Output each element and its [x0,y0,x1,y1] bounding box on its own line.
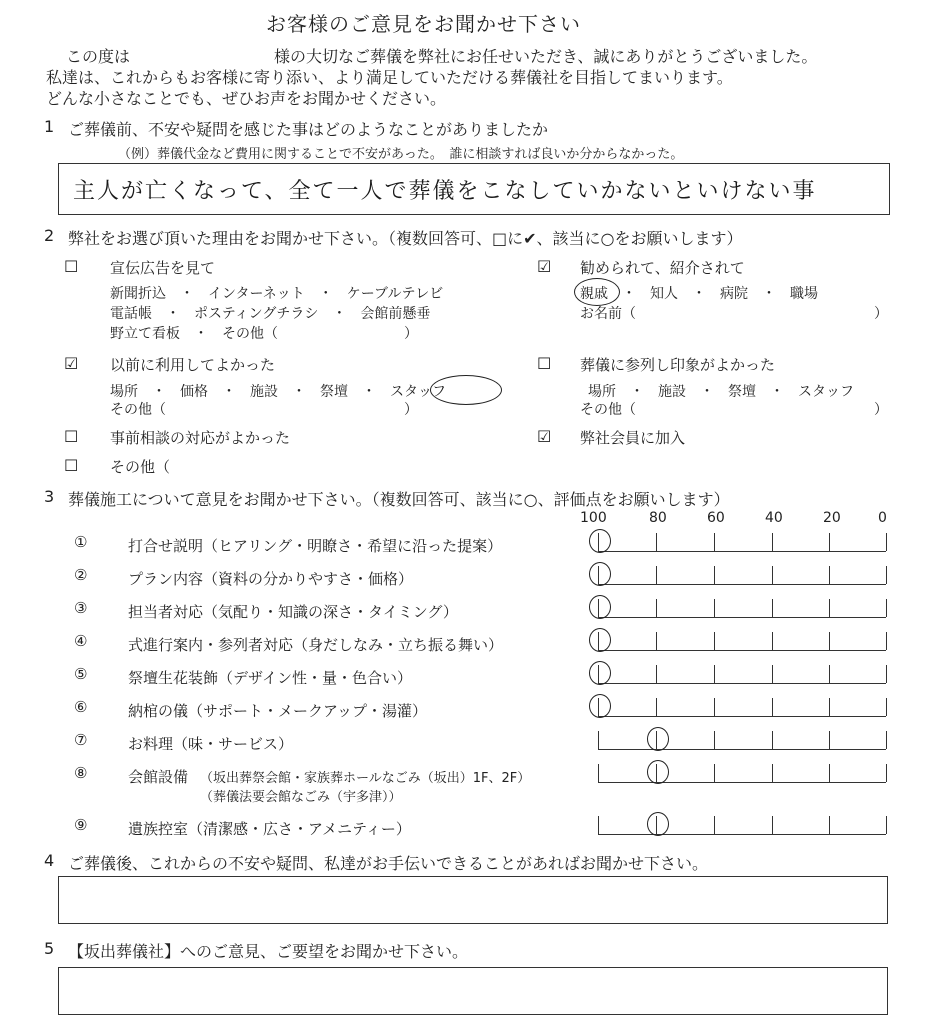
q3-number: 3 [44,487,55,506]
rating-scale-tick[interactable] [656,665,657,683]
rating-scale-tick[interactable] [829,816,830,834]
rating-item-3-number: ③ [74,599,88,617]
rating-item-7-label: お料理（味・サービス） [128,735,294,753]
page-title: お客様のご意見をお聞かせ下さい [266,12,581,36]
rating-item-5-number: ⑤ [74,665,88,683]
q4-answer-box[interactable] [58,876,888,924]
rating-scale-tick[interactable] [598,764,599,782]
rating-scale-tick[interactable] [656,632,657,650]
reason-used-before-sub-2: その他（ ） [110,402,418,418]
rating-scale-tick[interactable] [772,665,773,683]
circle-mark-relatives [574,278,620,306]
rating-item-8-detail-1: （坂出葬祭会館・家族葬ホールなごみ（坂出）1F、2F） [200,771,531,786]
rating-item-9-label: 遺族控室（清潔感・広さ・アメニティー） [128,820,411,838]
scale-label-100: 100 [580,510,607,526]
reason-advertising: 宣伝広告を見て [110,259,216,277]
rating-scale-tick[interactable] [714,533,715,551]
rating-scale-tick[interactable] [772,816,773,834]
checkbox-advertising[interactable]: ☐ [64,257,79,276]
checkbox-consultation[interactable]: ☐ [64,427,79,446]
rating-scale-tick[interactable] [714,665,715,683]
rating-scale-line-8 [598,782,886,783]
rating-item-6-number: ⑥ [74,698,88,716]
rating-score-circle-4 [589,628,611,652]
rating-scale-tick[interactable] [829,698,830,716]
reason-attended: 葬儀に参列し印象がよかった [580,356,776,374]
rating-scale-line-6 [598,716,886,717]
rating-item-2-label: プラン内容（資料の分かりやすさ・価格） [128,570,414,588]
rating-item-1-number: ① [74,533,88,551]
q5-question: 【坂出葬儀社】へのご意見、ご要望をお聞かせ下さい。 [68,942,469,961]
reason-member: 弊社会員に加入 [580,429,686,447]
rating-scale-tick[interactable] [829,632,830,650]
rating-score-circle-5 [589,661,611,685]
reason-advertising-sub-3: 野立て看板 ・ その他（ ） [110,326,418,342]
rating-score-circle-3 [589,595,611,619]
rating-score-circle-9 [647,812,669,836]
rating-scale-tick[interactable] [886,698,887,716]
rating-scale-tick[interactable] [772,632,773,650]
reason-consultation: 事前相談の対応がよかった [110,429,291,447]
rating-scale-tick[interactable] [714,698,715,716]
rating-scale-tick[interactable] [829,764,830,782]
rating-scale-tick[interactable] [886,533,887,551]
rating-scale-tick[interactable] [714,599,715,617]
intro-line-2: 私達は、これからもお客様に寄り添い、より満足していただける葬儀社を目指してまいります。 [46,68,733,87]
checkbox-recommended[interactable]: ☑ [537,257,552,276]
q1-question: ご葬儀前、不安や疑問を感じた事はどのようなことがありましたか [68,120,549,139]
rating-item-8-label: 会館設備 [128,768,189,786]
rating-scale-tick[interactable] [714,566,715,584]
rating-scale-tick[interactable] [714,731,715,749]
checkbox-other[interactable]: ☐ [64,456,79,475]
scale-label-60: 60 [707,510,725,526]
rating-scale-tick[interactable] [772,764,773,782]
checkbox-attended[interactable]: ☐ [537,354,552,373]
rating-scale-tick[interactable] [714,632,715,650]
rating-score-circle-8 [647,760,669,784]
rating-scale-tick[interactable] [829,533,830,551]
rating-item-3-label: 担当者対応（気配り・知識の深さ・タイミング） [128,603,458,621]
rating-item-1-label: 打合せ説明（ヒアリング・明瞭さ・希望に沿った提案） [128,537,503,555]
checkbox-used-before[interactable]: ☑ [64,354,79,373]
rating-scale-tick[interactable] [656,533,657,551]
reason-advertising-sub-2: 電話帳 ・ ポスティングチラシ ・ 会館前懸垂 [110,306,431,322]
reason-attended-sub-1: 場所 ・ 施設 ・ 祭壇 ・ スタッフ [588,384,854,400]
rating-item-2-number: ② [74,566,88,584]
scale-label-0: 0 [878,510,887,526]
q1-answer-box[interactable] [58,163,890,215]
rating-item-8-number: ⑧ [74,764,88,782]
q1-example: （例）葬儀代金など費用に関することで不安があった。 誰に相談すれば良いか分からなかった。 [118,147,684,162]
scale-label-80: 80 [649,510,667,526]
rating-scale-tick[interactable] [656,566,657,584]
rating-score-circle-1 [589,529,611,553]
checkbox-member[interactable]: ☑ [537,427,552,446]
rating-scale-line-5 [598,683,886,684]
rating-scale-line-7 [598,749,886,750]
rating-score-circle-2 [589,562,611,586]
rating-scale-tick[interactable] [886,632,887,650]
q2-question: 弊社をお選び頂いた理由をお聞かせ下さい。（複数回答可、□に✔、該当に○をお願いします） [68,229,743,248]
rating-item-8-detail-2: （葬儀法要会館なごみ（宇多津）） [200,790,402,805]
reason-attended-sub-2: その他（ ） [580,402,888,418]
q4-question: ご葬儀後、これからの不安や疑問、私達がお手伝いできることがあればお聞かせ下さい。 [68,854,709,873]
circle-mark-staff [430,375,502,405]
rating-scale-tick[interactable] [656,698,657,716]
reason-used-before: 以前に利用してよかった [110,356,276,374]
rating-item-6-label: 納棺の儀（サポート・メークアップ・湯灌） [128,702,427,720]
q3-question: 葬儀施工について意見をお聞かせ下さい。（複数回答可、該当に○、評価点をお願いします） [68,490,730,509]
rating-item-5-label: 祭壇生花装飾（デザイン性・量・色合い） [128,669,412,687]
rating-score-circle-6 [589,694,611,718]
rating-scale-tick[interactable] [772,698,773,716]
rating-scale-tick[interactable] [714,816,715,834]
rating-scale-line-3 [598,617,886,618]
rating-scale-tick[interactable] [829,731,830,749]
rating-scale-tick[interactable] [714,764,715,782]
rating-item-4-label: 式進行案内・参列者対応（身だしなみ・立ち振る舞い） [128,636,504,654]
rating-scale-tick[interactable] [772,566,773,584]
rating-item-4-number: ④ [74,632,88,650]
reason-advertising-sub-1: 新聞折込 ・ インターネット ・ ケーブルテレビ [110,286,444,302]
q5-answer-box[interactable] [58,967,888,1015]
rating-scale-tick[interactable] [829,665,830,683]
rating-scale-tick[interactable] [656,599,657,617]
rating-scale-tick[interactable] [886,599,887,617]
rating-scale-tick[interactable] [886,731,887,749]
rating-scale-line-2 [598,584,886,585]
rating-scale-tick[interactable] [886,816,887,834]
q4-number: 4 [44,851,55,870]
q5-number: 5 [44,939,55,958]
rating-scale-line-1 [598,551,886,552]
reason-other: その他（ [110,458,171,476]
reason-recommended-sub-2: お名前（ ） [580,306,888,322]
rating-scale-tick[interactable] [829,566,830,584]
rating-scale-line-9 [598,834,886,835]
reason-recommended: 勧められて、紹介されて [580,259,745,277]
reason-recommended-sub-1: 親戚 ・ 知人 ・ 病院 ・ 職場 [580,286,818,302]
rating-scale-tick[interactable] [886,566,887,584]
rating-scale-tick[interactable] [886,764,887,782]
rating-scale-tick[interactable] [598,816,599,834]
rating-scale-tick[interactable] [598,731,599,749]
scale-label-40: 40 [765,510,783,526]
scale-label-20: 20 [823,510,841,526]
rating-scale-tick[interactable] [829,599,830,617]
rating-item-9-number: ⑨ [74,816,88,834]
rating-scale-line-4 [598,650,886,651]
reason-used-before-sub-1: 場所 ・ 価格 ・ 施設 ・ 祭壇 ・ スタッフ [110,384,446,400]
rating-item-7-number: ⑦ [74,731,88,749]
q1-number: 1 [44,117,55,136]
q2-number: 2 [44,226,55,245]
rating-scale-tick[interactable] [772,731,773,749]
rating-scale-tick[interactable] [772,533,773,551]
rating-scale-tick[interactable] [772,599,773,617]
rating-score-circle-7 [647,727,669,751]
rating-scale-tick[interactable] [886,665,887,683]
q1-handwritten-answer: 主人が亡くなって、全て一人で葬儀をこなしていかないといけない事 [73,179,817,204]
intro-line-1: この度は 様の大切なご葬儀を弊社にお任せいただき、誠にありがとうございました。 [66,47,818,66]
intro-line-3: どんな小さなことでも、ぜひお声をお聞かせください。 [46,89,447,108]
